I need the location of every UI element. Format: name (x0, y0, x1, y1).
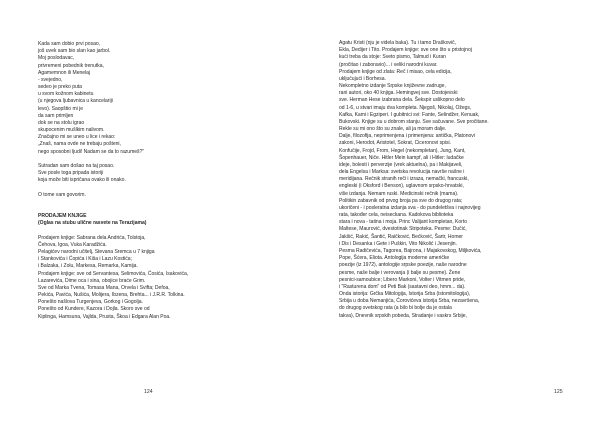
text-line (38, 199, 278, 206)
text-line: Kafka, Kami i Egziperi. I gubitnici svi: Fante, Selindžer, Kenuak, (339, 111, 480, 118)
page-number: 125 (554, 389, 563, 395)
text-line: (pročitao i zaboravio)... i veliki narodni kuvar. (339, 61, 438, 68)
text-line: koja može biti ispričana ovako ili onako. (38, 177, 126, 184)
text-line: Čehova, Igoa, Vuka Karadžića. (38, 241, 107, 248)
text-line: Kiplinga, Hamsuna, Vajlda, Prusta, Škoa i Edgara Alan Poa. (38, 313, 171, 320)
text-line: Prodajem knjige: Sabrana dela Andrića, Tolstoja, (38, 234, 146, 241)
text-line: Nekompletno izdanje Srpske književne zadruge, (339, 83, 446, 90)
text-line (38, 184, 278, 191)
text-line (38, 156, 278, 163)
text-line: Prodajem knjige: sve od Servantesa, Selimovića, Ćosića, Isakovića, (38, 270, 189, 277)
text-line: rata, također cela, neiseckana. Kadokova biblioteka (339, 212, 454, 219)
text-line: nego sposobni ljudi! Nadam se da to razumeš?" (38, 148, 145, 155)
right-page (300, 0, 600, 423)
text-line: - svejedno, (38, 76, 63, 83)
text-line: Dalje, filozofija, neprimenjena i primenjena: antička, Platonovi (339, 133, 475, 140)
text-line: dela Engelsa i Marksa: svetska revolucija navrše našne i (339, 169, 465, 176)
text-line: O tome vam govorim. (38, 191, 86, 198)
text-line: više izdanja. Nemam ruski. Medicinski rečnik (mama). (339, 190, 459, 197)
text-line: Sve posle toga pripada istoriji (38, 170, 104, 177)
text-line: dok se na stolu igrao (38, 119, 85, 126)
text-line: uključujući i Borhesa. (339, 75, 386, 82)
text-line: Maltese, Maurović, dvestotinak Stripoteka. Pesme: Dučić, (339, 226, 467, 233)
text-line: Onda istorija: Grčka Mitologija, Istorija Srba (istomitologija), (339, 291, 471, 298)
text-line: pesnici-samoubice; Libero Markoni, Volter i Vitmen pride, (339, 276, 466, 283)
text-line: Agamemnon ili Menelaj (38, 69, 91, 76)
left-page-text (38, 41, 278, 321)
text-line: Rekle su mi ono što su znale, ali ja moram dalje. (339, 126, 447, 133)
text-line: Pelagićev narodni učitelj, Stevana Sremca u 7 knjiga (38, 248, 155, 255)
text-line: Pekića, Pavića, Nušića, Molijera, Ibzena, Brehta... i J.R.R. Tolkina. (38, 292, 185, 299)
text-line: privremeni pobednik trenutka, (38, 62, 104, 69)
text-line: Ekla, Dedijer i Tito. Prodajem knjige: sve one što u pristojnoj (339, 47, 472, 54)
text-line: ukoričeni - i posleratna izdanja sva - do pundeletšva i najnovijeg (339, 204, 481, 211)
text-line: i Balzaka, i Zolu, Markesa, Remarka, Kamija. (38, 263, 138, 270)
text-line: Bukovski. Knjige su u dobrom stanju. Sve sačuvane. Sve pročitane. (339, 118, 489, 125)
text-line: ideje, bolesti i perverzije (vrek aktuelna), pa i Makijaveli, (339, 161, 463, 168)
text-line: (u njegova ljubavnica u kancelariji (38, 98, 113, 105)
text-line: Sve od Marka Tvena, Tomasa Mana, Orvela i Svifta; Defoa, (38, 284, 170, 291)
text-line: Agatu Kristi (nju je videla baka). Tu i tamo Draškovič, (339, 40, 456, 46)
text-line: Kada sam dobio prvi posao, (38, 41, 101, 47)
text-line (38, 206, 278, 213)
text-line: poezije (iz 1972), antologije srpske poezije, naše narodne (339, 262, 467, 269)
text-line: Prodajem knjige od zlata: Reč i misao, cela edicija, (339, 68, 452, 75)
text-line: da sam primljen (38, 112, 74, 119)
section-heading-line: PRODAJEM KNJIGE (38, 213, 87, 220)
text-line: Jakšić, Rakić, Šantić, Raičković, Bećković, Šartr, Homer (339, 233, 463, 240)
text-line: Moj poslodavac, (38, 55, 75, 62)
text-line: Ponešto našlova Turgenjeva, Gorkog i Gogolja. (38, 299, 143, 306)
text-line: Ponešto od Kundere, Kazora i Dojla. Skoro sve od (38, 306, 150, 313)
text-line: i Dis i Desanka i Gete i Puškin, Vito Nikolić i Jesenjin. (339, 240, 457, 247)
text-line: sve. Herman Hese izabrana dela. Šekspir uslikopno delo (339, 97, 465, 104)
text-line: Srbija u doba Nemanjića, Ćorovićeva istorija Srba, nezavršena, (339, 298, 480, 305)
text-line: i Stankovića i Ćopića i Kiša i Lazu Kostića; (38, 256, 132, 263)
text-line: stara i nova - tatina i moja. Princ Valijant kompletan, Korto (339, 219, 468, 226)
text-line: od 1-6, u stvari imaju dva kompleta. Njegoš, Nikolaj, Ožegs, (339, 104, 472, 111)
text-line: kući treba da stoje: Sveto pismo, Talmud i Kuran (339, 54, 446, 61)
text-line: zakoni, Herodot, Aristotel, Sokrat, Ciceronovi spisi. (339, 140, 451, 147)
text-line: do drugog svetskog rata (a bilo bi bolje da je ostala (339, 305, 452, 312)
text-line (38, 227, 278, 234)
text-line: Pesma Radičevića, Tagorea, Bajrona, i Majakovskog, Miljkovića, (339, 247, 482, 254)
text-line: Politikin zabavnik od prvog broja pa sve do drugog rata; (339, 197, 463, 204)
text-line: Značajno mi se uneo u lice i rekao: (38, 134, 116, 141)
section-heading-line: (Oglas na stubu ulične rasvete na Terazijama) (38, 220, 147, 227)
text-line: engleski (i Oksford i Benson), uglavnom srpsko-hrvatski, (339, 183, 464, 190)
text-line: skupocenim mušlkim nalivom. (38, 127, 105, 134)
right-page-text (339, 40, 589, 320)
page-number: 124 (144, 389, 153, 395)
text-line: rani autori, oko 40 knjiga. Hemingvej sve. Dostojevski (339, 90, 458, 97)
text-line: meridijana. Rečnik stranih reči i izraza, nemački, francuski, (339, 176, 469, 183)
text-line: Sutradan sam došao na taj posao. (38, 162, 115, 169)
text-line: u svom kožnom kabinetu (38, 91, 94, 98)
text-line: Lazarevića, Dime oca i sina, obojice braće Grim. (38, 277, 146, 284)
text-line: pesme, naše balje i verovanja (i balje su pesme). Žene (339, 269, 461, 276)
text-line: „Znaš, nama ovde ne trebaju pošteni, (38, 141, 121, 148)
text-line: još uvek sam bio slan kao jarbol. (38, 48, 111, 55)
text-line: Pope, Šćera, Eliota. Antologija moderne američke (339, 255, 450, 262)
text-line: Konfučije, Frojd, From, Hegel (nekompletan), Jung, Kant, (339, 147, 466, 154)
text-line: Šopenhauer, Niče. Hitler Mein kampf, ali i Hitler: ludačke (339, 154, 464, 161)
text-line: takva), Dnevnik srpskih pobeda, Stradanje i vaskrs Srbije, (339, 312, 467, 319)
text-line: sedeo je preko puta (38, 84, 82, 91)
text-line: levo). Saopštio mi je (38, 105, 84, 112)
text-line: i "Rasturena dom" od Peti Bak (sastavni deo, hmm... da). (339, 283, 466, 290)
